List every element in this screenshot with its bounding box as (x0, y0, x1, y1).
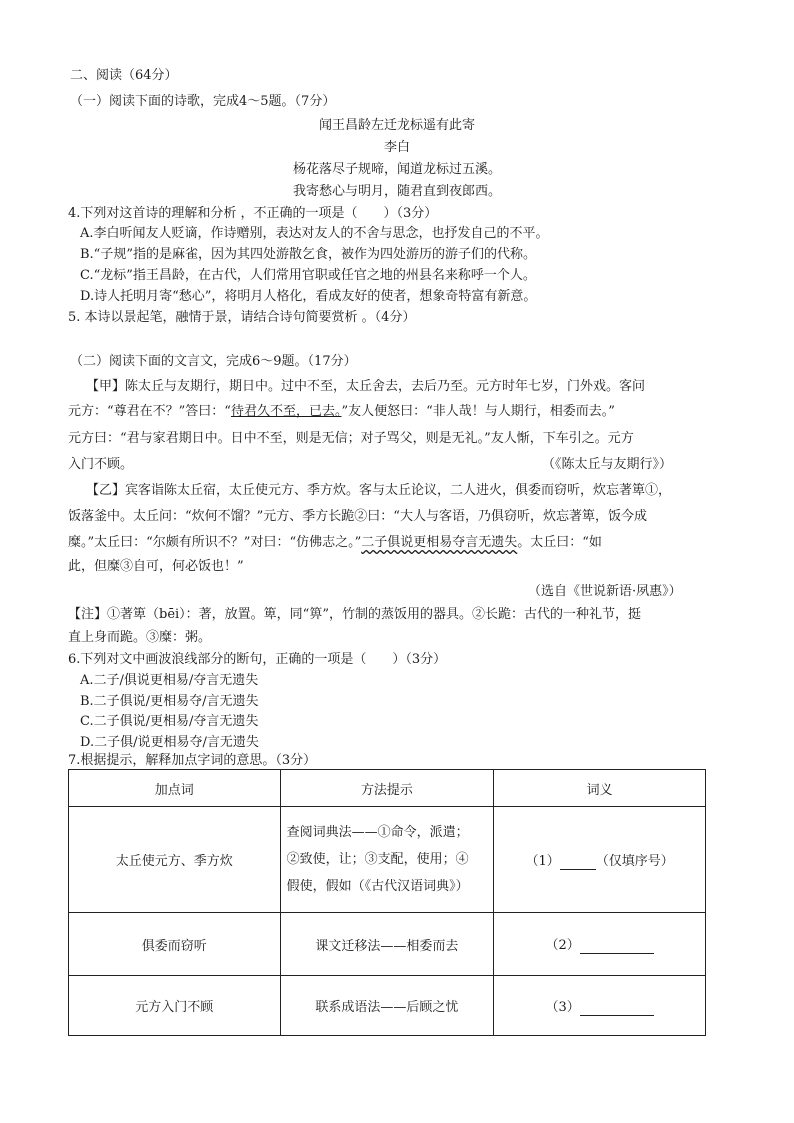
poem-title: 闻王昌龄左迁龙标遥有此寄 (318, 118, 475, 133)
yi-wavy-phrase: 二子俱说更相易夺言无遗失 (361, 535, 518, 550)
q6-option-d: D.二子俱/说更相易夺/言无遗失 (80, 735, 259, 750)
yi-line-4: 此，但糜③自可，何必饭也！” (68, 559, 244, 574)
table-row (69, 913, 706, 976)
answer-blank[interactable] (580, 938, 654, 954)
poem-line-1: 杨花落尽子规啼，闻道龙标过五溪。 (292, 162, 501, 177)
note-line-1: 【注】①著箄（bēi）：著，放置。箄，同“箅”，竹制的蒸饭用的器具。②长跪：古代的一种礼节，挺 (68, 607, 641, 622)
answer-blank[interactable] (560, 854, 596, 870)
yi-line-1: 【乙】宾客诣陈太丘宿，太丘使元方、季方炊。客与太丘论议，二人进火，俱委而窃听，炊忘著箄①， (86, 483, 672, 498)
table-header-cell: 词义 (494, 770, 706, 807)
table-cell-hint: 联系成语法——后顾之忧 (280, 976, 494, 1036)
q6-option-a: A.二子/俱说更相易/夺言无遗失 (80, 673, 259, 688)
q6-option-c: C.二子俱说/更相易/夺言无遗失 (80, 714, 259, 729)
jia-line-2: 元方：“尊君在不？”答曰：“待君久不至，已去。”友人便怒曰：“非人哉！与人期行，相委而去。” (68, 404, 615, 419)
q4-option-b: B.“子规”指的是麻雀，因为其四处游散乞食，被作为四处游历的游子们的代称。 (80, 247, 536, 262)
q4-option-d: D.诗人托明月寄“愁心”，将明月人格化，看成友好的使者，想象奇特富有新意。 (80, 289, 537, 304)
table-cell-answer: （2） (494, 913, 706, 976)
table-row (69, 976, 706, 1036)
answer-blank[interactable] (580, 1000, 654, 1016)
part2-intro: （二）阅读下面的文言文，完成6～9题。（17分） (70, 354, 357, 369)
q4-option-a: A.李白听闻友人贬谪，作诗赠别，表达对友人的不舍与思念，也抒发自己的不平。 (80, 226, 549, 241)
jia-line-4: 入门不顾。 (68, 457, 134, 472)
jia-line-1: 【甲】陈太丘与友期行，期日中。过中不至，太丘舍去，去后乃至。元方时年七岁，门外戏。客问 (86, 379, 646, 394)
question-7: 7.根据提示，解释加点字词的意思。（3分） (68, 753, 317, 768)
table-cell-answer: （1） （仅填序号） (494, 807, 706, 913)
jia-underlined-phrase: 待君久不至，已去。 (230, 404, 342, 419)
table-cell-hint: 课文迁移法——相委而去 (280, 913, 494, 976)
poem-line-2: 我寄愁心与明月，随君直到夜郎西。 (292, 184, 501, 199)
question-4: 4.下列对这首诗的理解和分析 ，不正确的一项是（ ）（3分） (68, 206, 438, 221)
yi-line-3: 糜。”太丘曰：“尔颇有所识不？”对曰：“仿佛志之。”二子俱说更相易夺言无遗失。太丘曰：“如 (68, 535, 602, 550)
note-line-2: 直上身而跪。③糜：粥。 (68, 630, 212, 645)
part1-intro: （一）阅读下面的诗歌，完成4～5题。（7分） (70, 94, 336, 109)
table-header-row (69, 770, 706, 807)
question-5: 5. 本诗以景起笔，融情于景，请结合诗句简要赏析 。（4分） (68, 310, 416, 325)
yi-source: （选自《世说新语·夙惠》） (528, 584, 682, 599)
jia-line-3: 元方曰：“君与家君期日中。日中不至，则是无信；对子骂父，则是无礼。”友人惭，下车引之。元方 (68, 431, 634, 446)
poem-author: 李白 (383, 140, 410, 155)
q7-table (68, 769, 706, 1036)
question-6: 6.下列对文中画波浪线部分的断句，正确的一项是（ ）（3分） (68, 652, 447, 667)
table-cell-word: 元方入门不顾 (69, 976, 281, 1036)
q6-option-b: B.二子俱说/更相易夺/言无遗失 (80, 694, 259, 709)
table-cell-answer: （3） (494, 976, 706, 1036)
table-cell-word: 俱委而窃听 (69, 913, 281, 976)
q4-option-c: C.“龙标”指王昌龄，在古代，人们常用官职或任官之地的州县名来称呼一个人。 (80, 268, 536, 283)
table-row (69, 807, 706, 913)
yi-line-2: 饭落釜中。太丘问：“炊何不馏？”元方、季方长跪②曰：“大人与客语，乃俱窃听，炊忘著箄，饭今成 (68, 509, 647, 524)
table-header-cell: 加点词 (69, 770, 281, 807)
table-cell-word: 太丘使元方、季方炊 (69, 807, 281, 913)
table-cell-hint: 查阅词典法——①命令，派遣； ②致使，让；③支配，使用；④ 假使，假如（《古代汉语词典》） (280, 807, 494, 913)
section-heading: 二、阅读（64分） (70, 68, 178, 83)
jia-source: （《陈太丘与友期行》） (542, 457, 673, 472)
table-header-cell: 方法提示 (280, 770, 494, 807)
